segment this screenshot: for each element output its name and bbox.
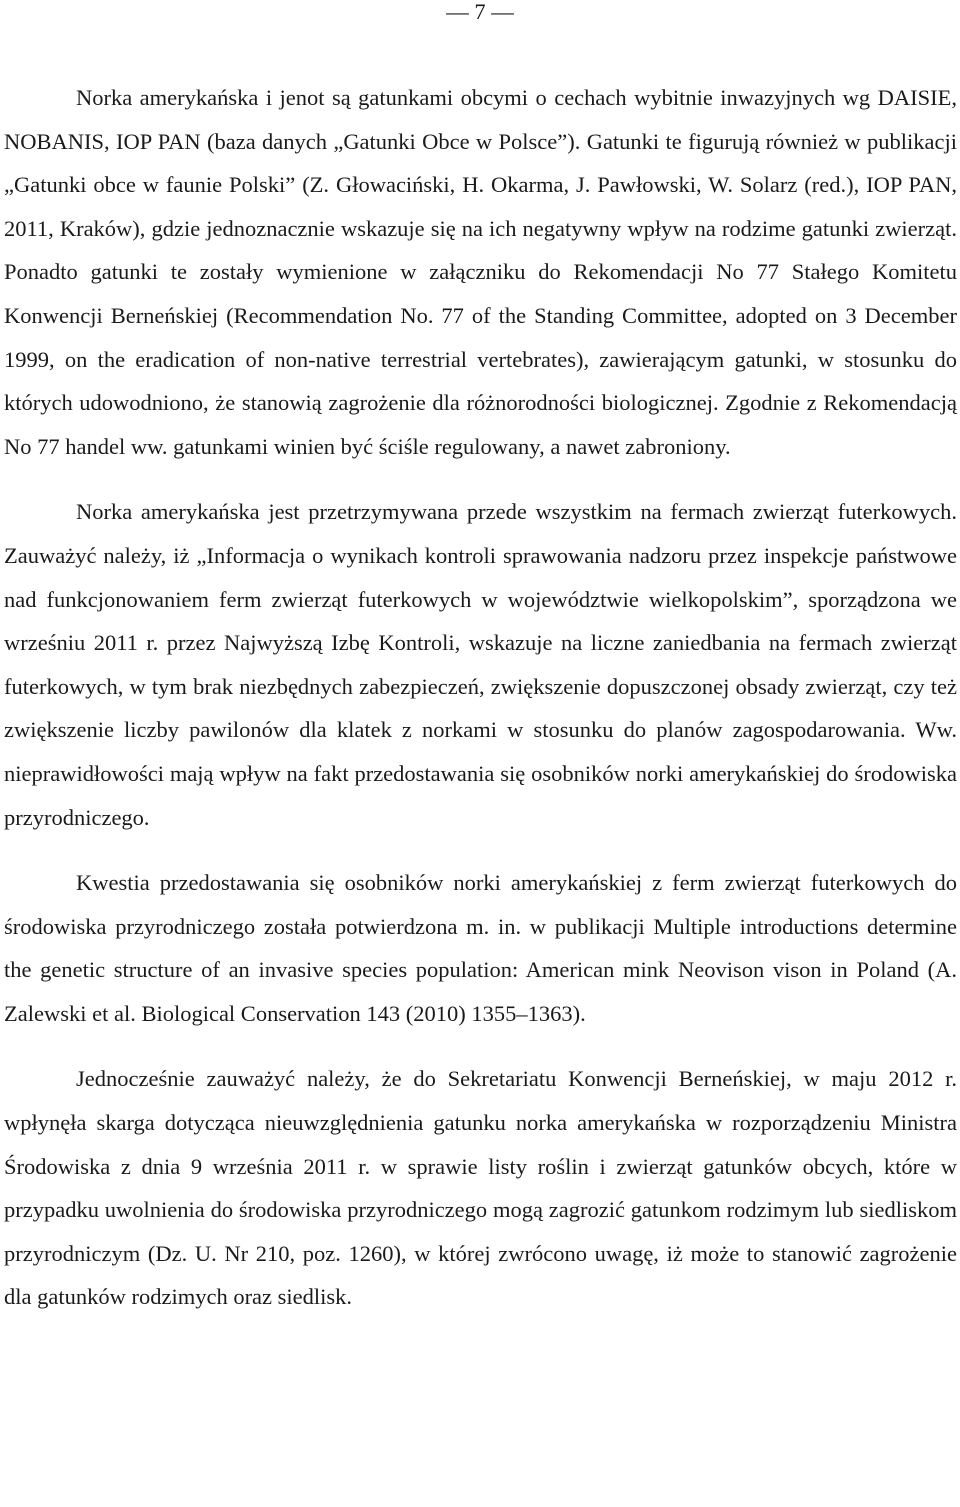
paragraph-bern-complaint: Jednocześnie zauważyć należy, że do Sekretariatu Konwencji Berneńskiej, w maju 2012 r. wpłynęła skarga dotycząca nieuwzględnienia gatunku norka amerykańska w rozporządzeniu Ministra Środowiska z dnia 9 września 2011 r. w sprawie listy roślin i zwierząt gatunków obcych, które w przypadku uwolnienia do środowiska przyrodniczego mogą zagrozić gatunkom rodzimym lub siedliskom przyrodniczym (Dz. U. Nr 210, poz. 1260), w której zwrócono uwagę, iż może to stanowić zagrożenie dla gatunków rodzimych oraz siedlisk. xyxy=(4,1066,957,1310)
paragraph-mink-escape: Kwestia przedostawania się osobników norki amerykańskiej z ferm zwierząt futerkowych do środowiska przyrodniczego została potwierdzona m. in. w publikacji Multiple introductions determine the genetic structure of an invasive species population: American mink Neovison vison in Poland (A. Zalewski et al. Biological Conservation 143 (2010) 1355–1363). xyxy=(4,870,957,1026)
document-body xyxy=(4,76,957,1341)
paragraph-fur-farms: Norka amerykańska jest przetrzymywana przede wszystkim na fermach zwierząt futerkowych. Zauważyć należy, iż „Informacja o wynikach kontroli sprawowania nadzoru przez inspekcje państwowe nad funkcjonowaniem ferm zwierząt futerkowych w województwie wielkopolskim”, sporządzona we wrześniu 2011 r. przez Najwyższą Izbę Kontroli, wskazuje na liczne zaniedbania na fermach zwierząt futerkowych, w tym brak niezbędnych zabezpieczeń, zwiększenie dopuszczonej obsady zwierząt, czy też zwiększenie liczby pawilonów dla klatek z norkami w stosunku do planów zagospodarowania. Ww. nieprawidłowości mają wpływ na fakt przedostawania się osobników norki amerykańskiej do środowiska przyrodniczego. xyxy=(4,499,957,830)
paragraph-invasive-species: Norka amerykańska i jenot są gatunkami obcymi o cechach wybitnie inwazyjnych wg DAISIE, NOBANIS, IOP PAN (baza danych „Gatunki Obce w Polsce”). Gatunki te figurują również w publikacji „Gatunki obce w faunie Polski” (Z. Głowaciński, H. Okarma, J. Pawłowski, W. Solarz (red.), IOP PAN, 2011, Kraków), gdzie jednoznacznie wskazuje się na ich negatywny wpływ na rodzime gatunki zwierząt. Ponadto gatunki te zostały wymienione w załączniku do Rekomendacji No 77 Stałego Komitetu Konwencji Berneńskiej (Recommendation No. 77 of the Standing Committee, adopted on 3 December 1999, on the eradication of non-native terrestrial vertebrates), zawierającym gatunki, w stosunku do których udowodniono, że stanowią zagrożenie dla różnorodności biologicznej. Zgodnie z Rekomendacją No 77 handel ww. gatunkami winien być ściśle regulowany, a nawet zabroniony. xyxy=(4,85,957,459)
page-number: — 7 — xyxy=(446,0,514,24)
